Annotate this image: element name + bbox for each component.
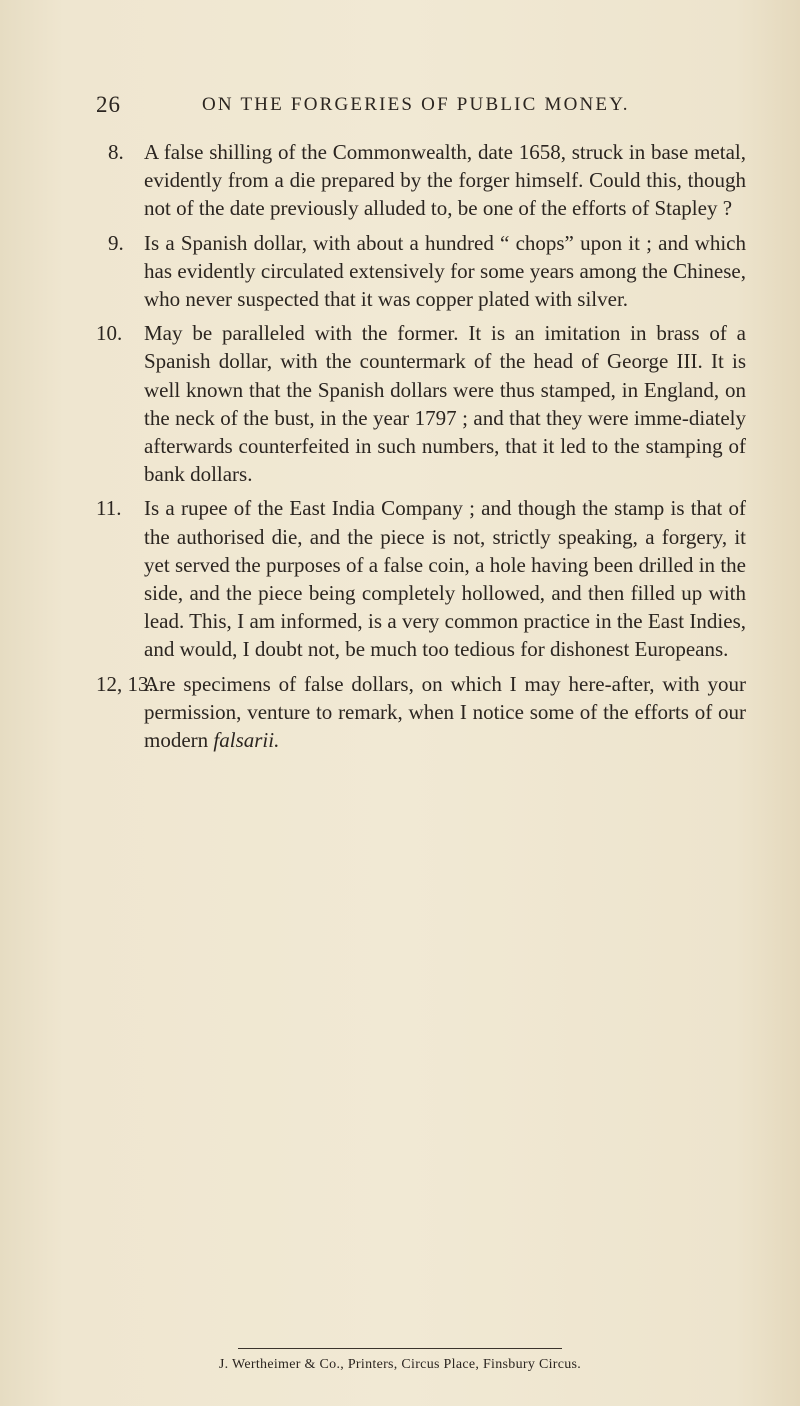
entry-text: Are specimens of false dollars, on which I may here-after, with your permission, venture to remark, when I notice some of the efforts of our modern [144, 671, 746, 753]
running-head: ON THE FORGERIES OF PUBLIC MONEY. [202, 94, 630, 115]
page-number: 26 [96, 92, 121, 117]
entry-11 [96, 494, 746, 663]
entry-text: A false shilling of the Commonwealth, date 1658, struck in base metal, evidently from a die prepared by the forger himself. Could this, though not of the date previously alluded to, be one of the efforts of Stapley ? [144, 140, 746, 221]
entry-8 [96, 138, 746, 223]
page-header [96, 92, 756, 126]
entry-text: Is a rupee of the East India Company ; and though the stamp is that of the authorised die, and the piece is not, strictly speaking, a forgery, it yet served the purposes of a false coin, a hole having been drilled in the side, and the piece being completely hollowed, and then filled up with lead. This, I am informed, is a very common practice in the East Indies, and would, I doubt not, be much too tedious for dishonest Europeans. [144, 496, 746, 662]
imprint-text: J. Wertheimer & Co., Printers, Circus Place, Finsbury Circus. [218, 1357, 582, 1372]
entry-12-13 [96, 670, 746, 755]
printer-imprint [0, 1348, 800, 1373]
entry-number: 12, 13. [96, 671, 154, 696]
entry-9 [96, 229, 746, 314]
entry-number: 11. [96, 496, 122, 521]
entry-italic-term: falsarii. [213, 728, 280, 753]
entry-text: Is a Spanish dollar, with about a hundred “ chops” upon it ; and which has evidently circulated extensively for some years among the Chinese, who never suspected that it was copper plated with silver. [144, 230, 746, 312]
body-text [96, 138, 746, 760]
entry-10 [96, 319, 746, 488]
footer-rule [238, 1348, 562, 1349]
entry-number: 10. [96, 321, 123, 346]
entry-number: 9. [108, 230, 124, 255]
entry-number: 8. [108, 140, 124, 164]
entry-text: May be paralleled with the former. It is an imitation in brass of a Spanish dollar, with the countermark of the head of George III. It is well known that the Spanish dollars were thus stamped, in England, on the neck of the bust, in the year 1797 ; and that they were imme-diately afterwards counterfeited in such numbers, that it led to the stamping of bank dollars. [144, 321, 746, 487]
